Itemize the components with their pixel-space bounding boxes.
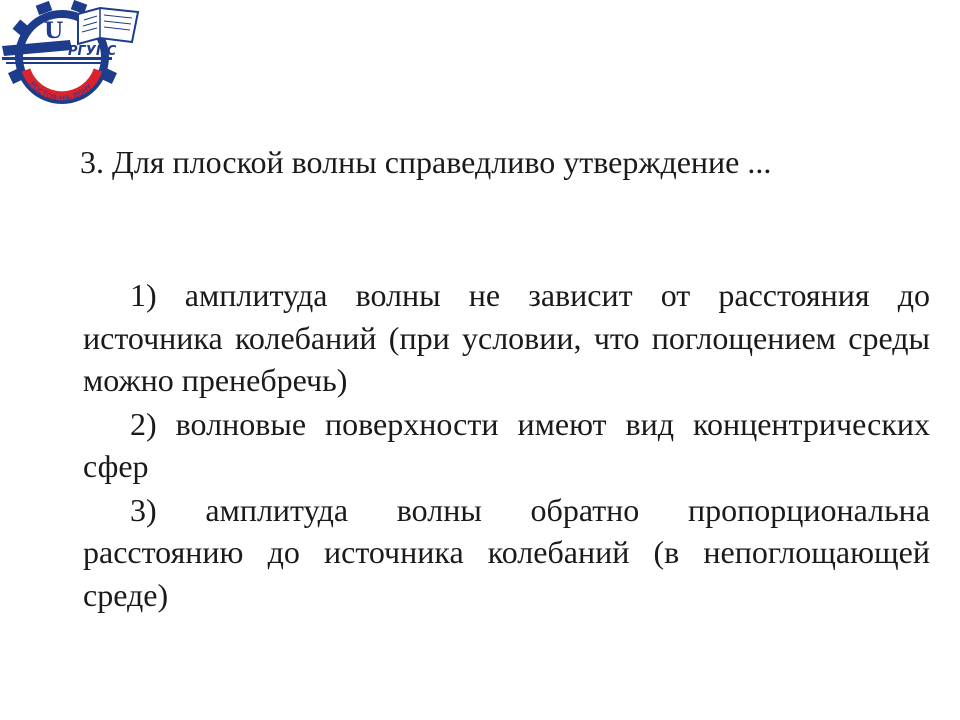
answer-option-3: 3) амплитуда волны обратно пропорциональна расстоянию до источника колебаний (в непоглощающей среде)	[83, 491, 930, 613]
logo-emblem-icon	[0, 0, 150, 110]
answer-option-2: 2) волновые поверхности имеют вид концентрических сфер	[83, 405, 930, 484]
answer-list	[83, 274, 930, 617]
question-title: 3. Для плоской волны справедливо утверждение ...	[80, 144, 772, 180]
university-logo	[0, 0, 150, 110]
svg-text:U: U	[44, 18, 64, 44]
logo-city-text: РОСТОВ-НА-ДОНУ	[28, 80, 94, 103]
answer-option-1: 1) амплитуда волны не зависит от расстояния до источника колебаний (при условии, что поглощением среды можно пренебречь)	[83, 277, 930, 398]
logo-letters: РГУПС	[68, 44, 117, 59]
